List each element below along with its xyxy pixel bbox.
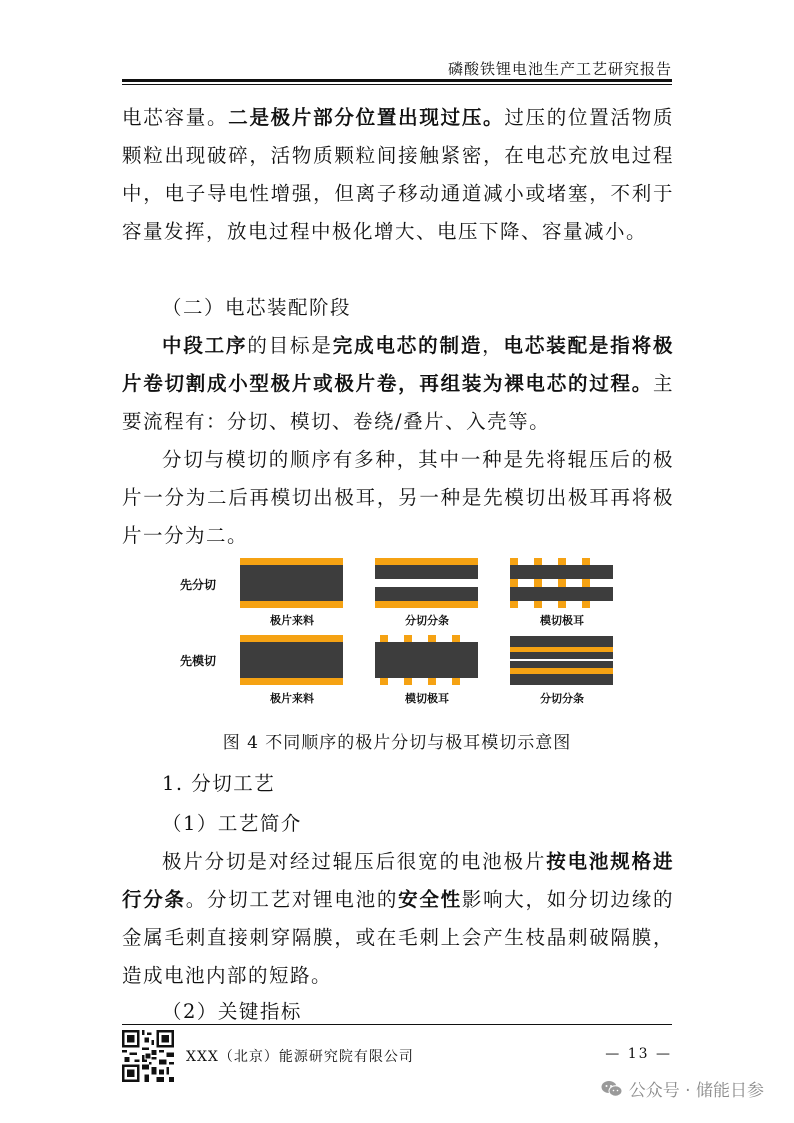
row2-step-1: 极片来料 — [270, 692, 314, 705]
row2-step-2: 模切极耳 — [405, 692, 449, 705]
p2-text-b: 的目标是 — [247, 334, 333, 357]
row2-step-3: 分切分条 — [540, 692, 584, 705]
p4-text-c: 。分切工艺对锂电池的 — [185, 888, 399, 911]
wechat-icon — [601, 1080, 623, 1098]
paragraph-1 — [122, 99, 674, 251]
paragraph-2 — [122, 327, 674, 441]
row1-raw-electrode — [240, 558, 343, 608]
watermark-text: 公众号 · 储能日参 — [628, 1081, 764, 1101]
p2-text-f: 主要流程有：分切、模切、卷绕/叠片、入壳等。 — [122, 372, 674, 433]
section-heading-assembly: （二）电芯装配阶段 — [162, 296, 352, 319]
row2-label: 先模切 — [180, 654, 217, 668]
p1-text-a: 电芯容量。 — [122, 106, 229, 129]
p1-text-c: 过压的位置活物质颗粒出现破碎，活物质颗粒间接触紧密，在电芯充放电过程中，电子导电性增强，但离子移动通道减小或堵塞，不利于容量发挥，放电过程中极化增大、电压下降、容量减小。 — [122, 106, 674, 243]
p2-bold-c: 完成电芯的制造 — [332, 334, 483, 357]
figure-diagram — [180, 548, 620, 708]
heading-slitting: 1. 分切工艺 — [162, 772, 276, 795]
p4-text-a: 极片分切是对经过辊压后很宽的电池极片 — [161, 850, 547, 873]
row1-label: 先分切 — [180, 578, 217, 592]
paragraph-4 — [122, 843, 674, 995]
figure-caption: 图 4 不同顺序的极片分切与极耳模切示意图 — [222, 733, 572, 753]
heading-process-intro: （1）工艺简介 — [162, 812, 302, 835]
row1-step-1: 极片来料 — [270, 614, 314, 627]
p4-bold-b: 按电池规格进行分条 — [122, 850, 674, 911]
header-rule-thin — [122, 84, 672, 85]
row2-slit-electrode — [510, 636, 613, 685]
row1-step-2: 分切分条 — [405, 614, 449, 627]
row2-tab-electrode — [375, 635, 478, 685]
watermark — [601, 1076, 764, 1101]
company-name: XXX（北京）能源研究院有限公司 — [186, 1049, 414, 1065]
p2-text-d: ， — [482, 334, 504, 357]
row1-tab-electrode — [510, 558, 613, 608]
p4-text-e: 影响大，如分切边缘的金属毛刺直接刺穿隔膜，或在毛刺上会产生枝晶刺破隔膜，造成电池内部的短路。 — [122, 888, 674, 987]
figure-cutting-order — [180, 548, 620, 708]
row2-raw-electrode — [240, 635, 343, 685]
paragraph-3: 分切与模切的顺序有多种，其中一种是先将辊压后的极片一分为二后再模切出极耳，另一种是先模切出极耳再将极片一分为二。 — [122, 448, 674, 547]
p1-bold-b: 二是极片部分位置出现过压。 — [228, 106, 505, 129]
row1-step-3: 模切极耳 — [540, 614, 584, 627]
footer-rule — [122, 1024, 672, 1025]
page-number: — 13 — — [605, 1046, 672, 1062]
p2-bold-a: 中段工序 — [161, 334, 248, 357]
qr-code-icon — [122, 1030, 174, 1082]
header-rule-thick — [122, 79, 672, 82]
row1-slit-electrode — [375, 558, 478, 608]
heading-key-metrics: （2）关键指标 — [162, 1000, 302, 1023]
p2-bold-e: 电芯装配是指将极片卷切割成小型极片或极片卷，再组装为裸电芯的过程。 — [122, 334, 674, 395]
p4-bold-d: 安全性 — [398, 888, 462, 911]
header-title: 磷酸铁锂电池生产工艺研究报告 — [447, 60, 672, 78]
